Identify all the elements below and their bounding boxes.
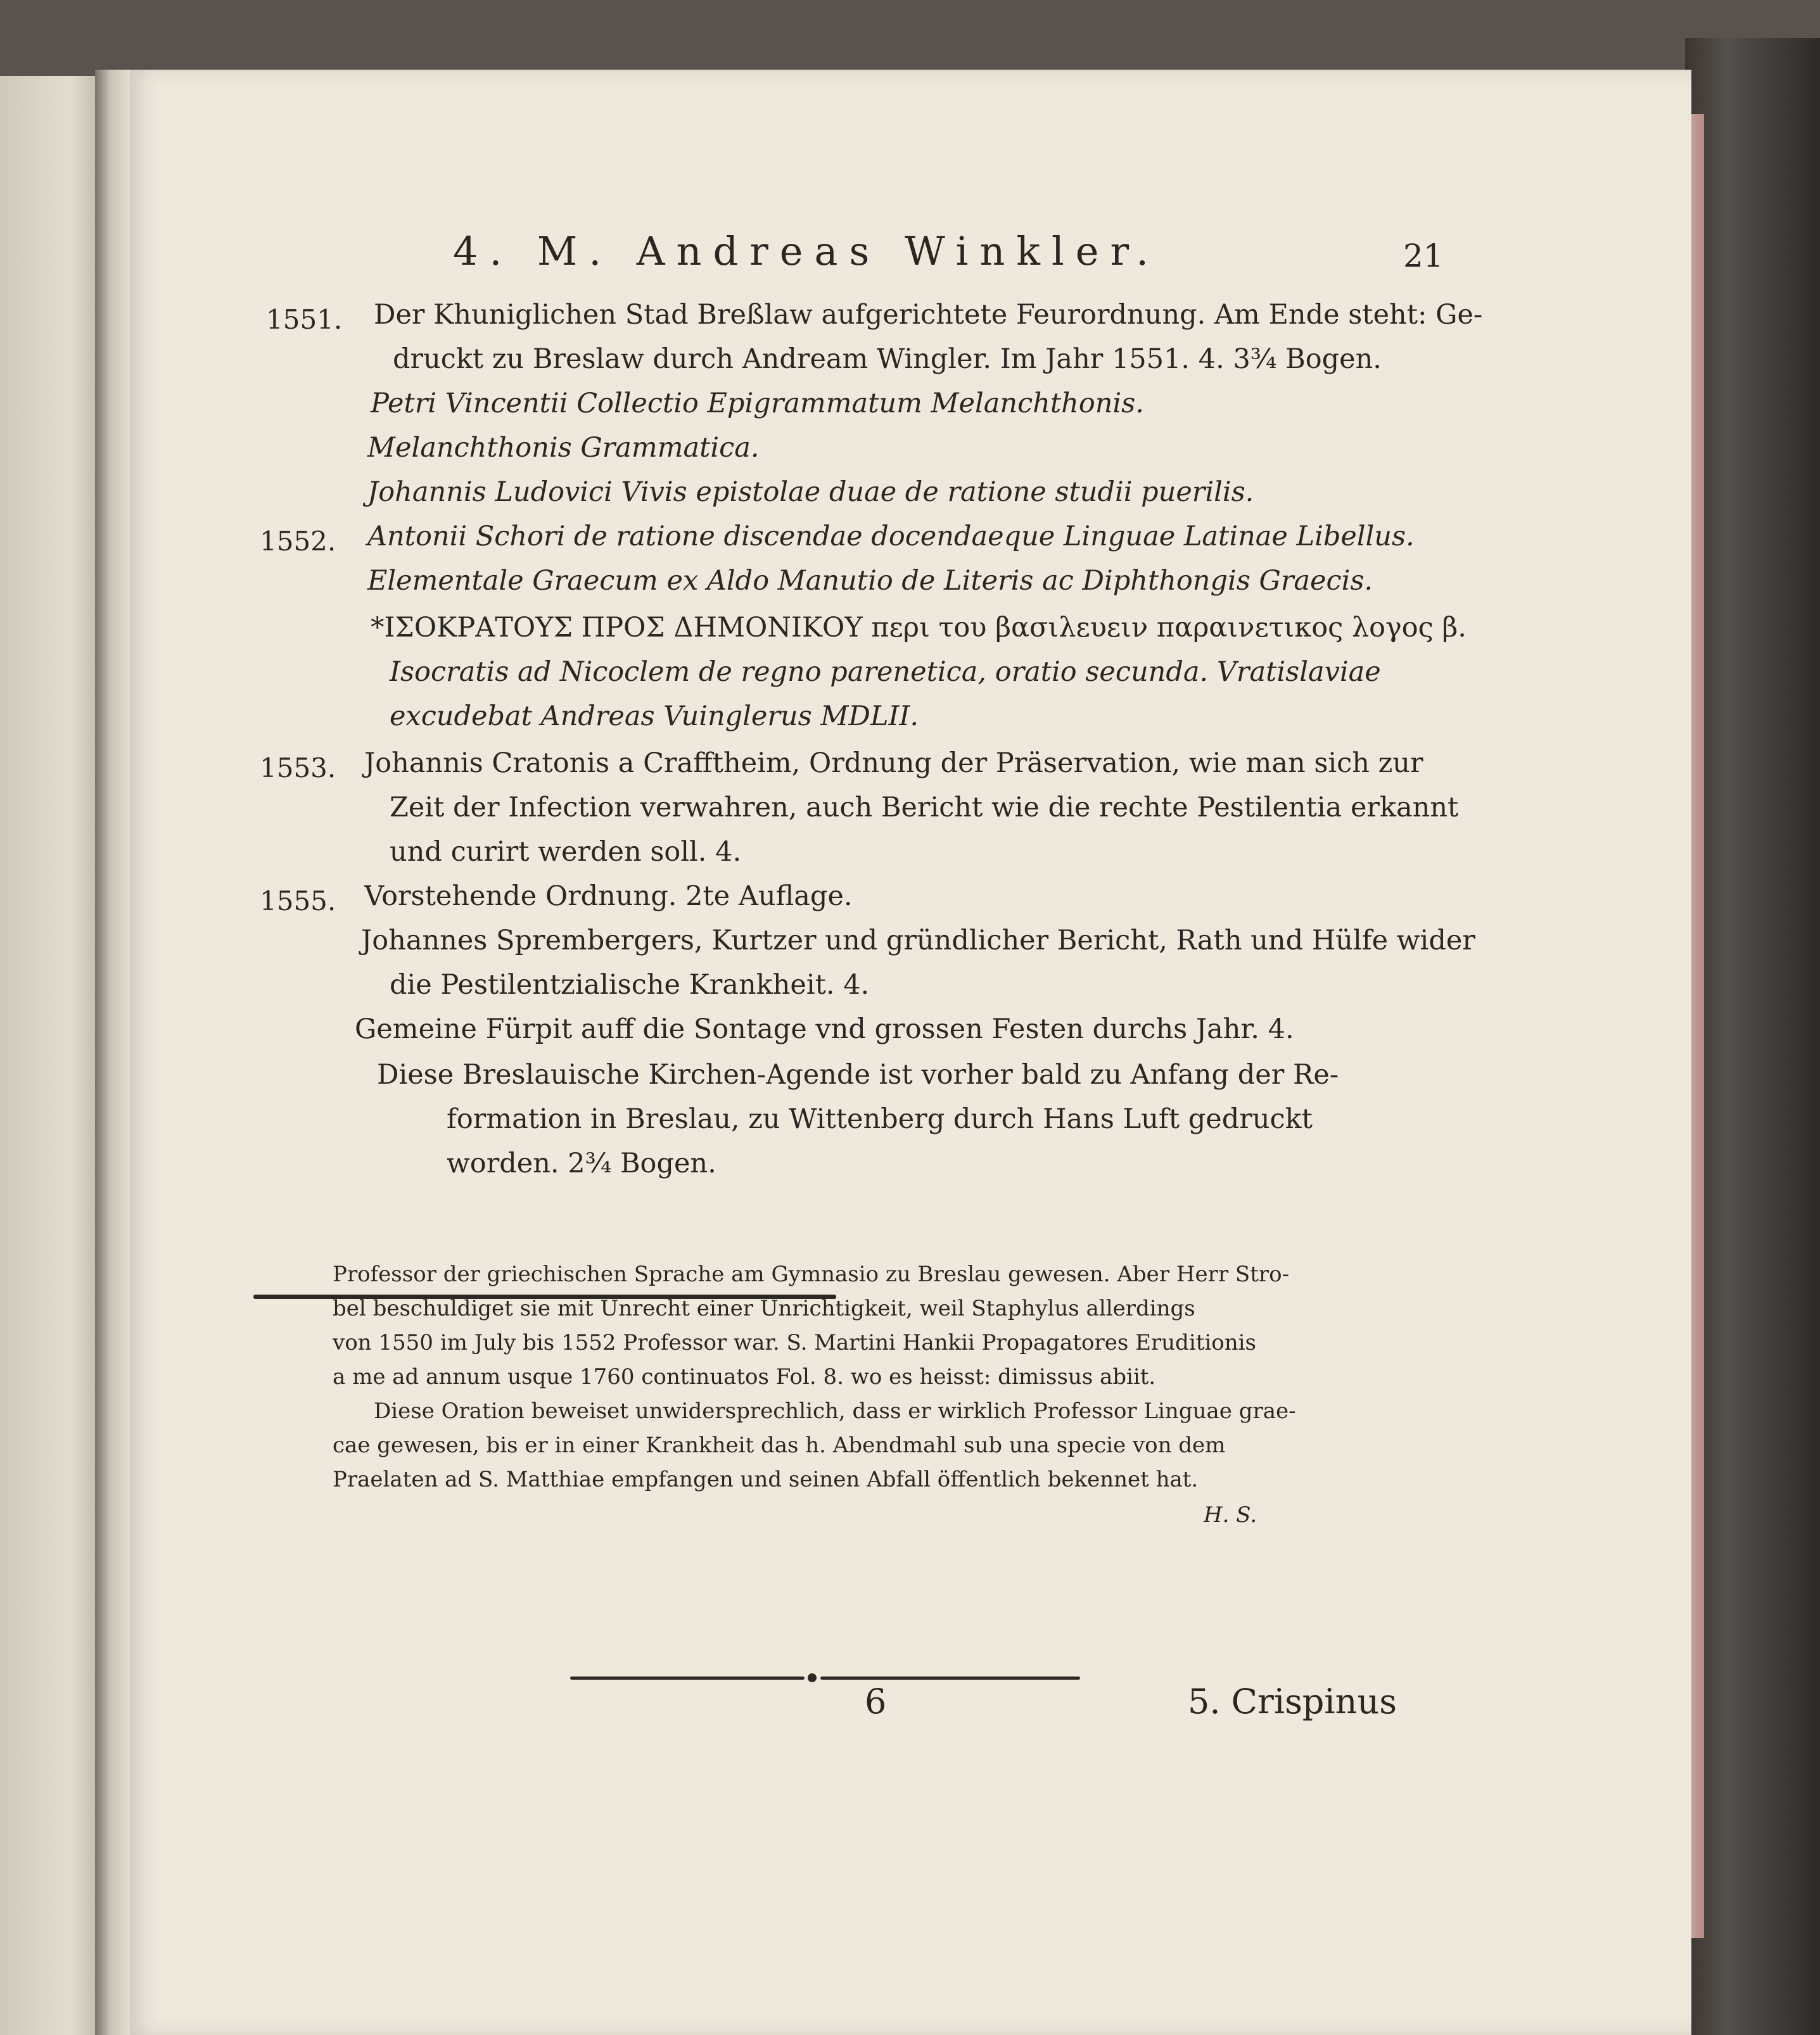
entry-line: und curirt werden soll. 4. <box>390 836 742 868</box>
entry-line: Isocratis ad Nicoclem de regno parenetica, oratio secunda. Vratislaviae <box>390 656 1381 688</box>
entry-line: Vorstehende Ordnung. 2te Auflage. <box>364 880 853 912</box>
footnote-line: Diese Oration beweiset unwidersprechlich, dass er wirklich Professor Linguae grae- <box>374 1398 1296 1424</box>
ornament-rule-right <box>820 1677 1080 1680</box>
entry-line: *ΙΣΟΚΡΑΤΟΥΣ ΠΡΟΣ ΔΗΜΟΝΙΚΟΥ περι του βασιλευειν παραινετικος λογος β. <box>371 612 1467 643</box>
entry-year: 1551. <box>266 304 343 335</box>
entry-line: formation in Breslau, zu Wittenberg durch Hans Luft gedruckt <box>447 1103 1313 1135</box>
footnote-line: bel beschuldiget sie mit Unrecht einer Unrichtigkeit, weil Staphylus allerdings <box>333 1296 1195 1321</box>
ornament-rule-left <box>570 1677 805 1680</box>
entry-year: 1553. <box>260 752 336 783</box>
footnote-line: cae gewesen, bis er in einer Krankheit das h. Abendmahl sub una specie von dem <box>333 1433 1226 1458</box>
entry-line: Petri Vincentii Collectio Epigrammatum Melanchthonis. <box>371 388 1144 419</box>
entry-line: Antonii Schori de ratione discendae docendaeque Linguae Latinae Libellus. <box>367 521 1415 552</box>
footnote-line: Praelaten ad S. Matthiae empfangen und seinen Abfall öffentlich bekennet hat. <box>333 1467 1199 1492</box>
footnote-signature: H. S. <box>1204 1502 1257 1528</box>
footnote-line: Professor der griechischen Sprache am Gymnasio zu Breslau gewesen. Aber Herr Stro- <box>333 1262 1290 1287</box>
footnote-line: a me ad annum usque 1760 continuatos Fol. 8. wo es heisst: dimissus abiit. <box>333 1364 1156 1390</box>
entry-line: druckt zu Breslaw durch Andream Wingler. Im Jahr 1551. 4. 3¾ Bogen. <box>393 343 1382 375</box>
entry-line: Elementale Graecum ex Aldo Manutio de Literis ac Diphthongis Graecis. <box>367 565 1373 597</box>
running-head: 4. M. Andreas Winkler. <box>453 228 1160 274</box>
signature-mark: 6 <box>865 1682 887 1721</box>
page <box>130 70 1691 2035</box>
page-number: 21 <box>1403 238 1444 274</box>
entry-line: Zeit der Infection verwahren, auch Bericht wie die rechte Pestilentia erkannt <box>390 792 1459 823</box>
entry-line: worden. 2¾ Bogen. <box>447 1148 716 1179</box>
footnote-line: von 1550 im July bis 1552 Professor war. S. Martini Hankii Propagatores Eruditionis <box>333 1330 1256 1355</box>
book-gutter <box>95 70 133 2035</box>
entry-line: Johannis Cratonis a Crafftheim, Ordnung der Präservation, wie man sich zur <box>364 747 1423 779</box>
catchword: 5. Crispinus <box>1188 1682 1397 1721</box>
entry-line: Melanchthonis Grammatica. <box>367 432 760 464</box>
entry-line: die Pestilentzialische Krankheit. 4. <box>390 969 870 1001</box>
ornament-dot <box>808 1673 817 1682</box>
entry-line: Johannis Ludovici Vivis epistolae duae de ratione studii puerilis. <box>367 476 1254 508</box>
entry-year: 1552. <box>260 526 336 557</box>
entry-line: Der Khuniglichen Stad Breßlaw aufgerichtete Feurordnung. Am Ende steht: Ge- <box>374 299 1483 331</box>
entry-line: Gemeine Fürpit auff die Sontage vnd grossen Festen durchs Jahr. 4. <box>355 1013 1294 1045</box>
left-page-edge <box>0 76 101 2035</box>
entry-line: Diese Breslauische Kirchen-Agende ist vorher bald zu Anfang der Re- <box>377 1059 1339 1091</box>
entry-line: excudebat Andreas Vuinglerus MDLII. <box>390 701 919 732</box>
book-cover-edge <box>1685 38 1820 2035</box>
entry-year: 1555. <box>260 885 336 916</box>
entry-line: Johannes Sprembergers, Kurtzer und gründlicher Bericht, Rath und Hülfe wider <box>361 925 1475 956</box>
